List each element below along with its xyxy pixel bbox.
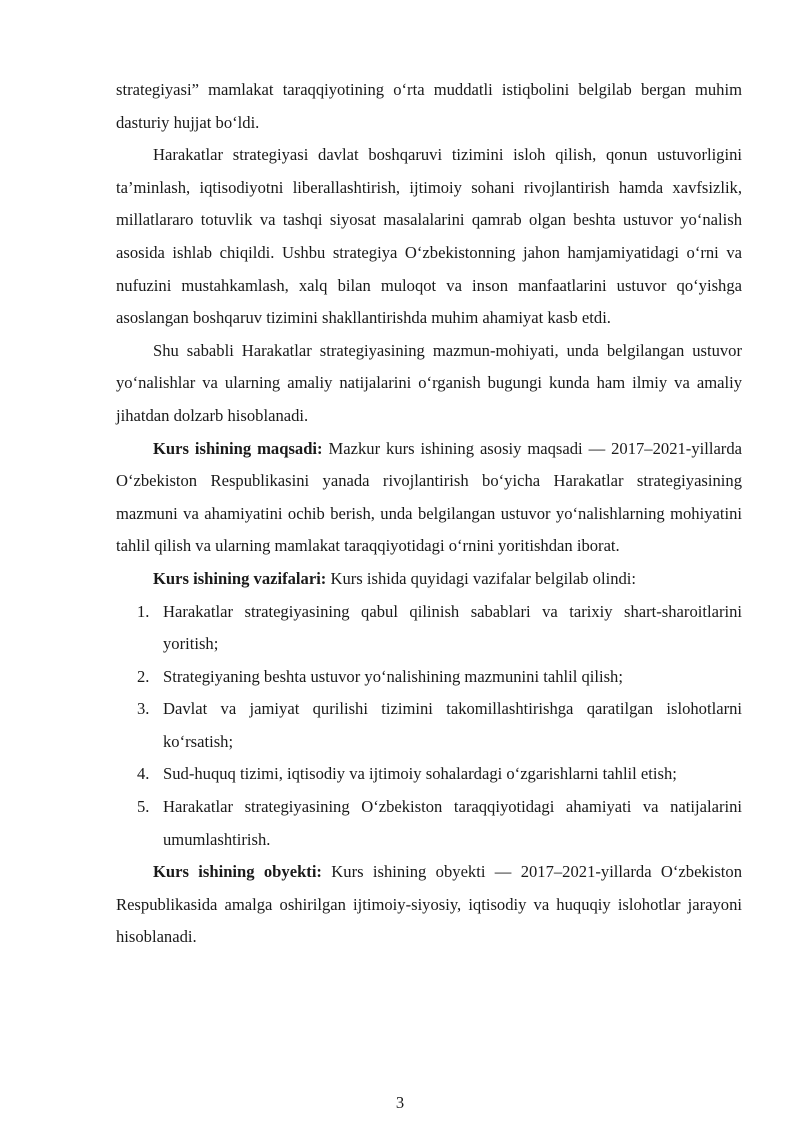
tasks-text: Kurs ishida quyidagi vazifalar belgilab olindi: xyxy=(326,568,637,588)
goal-text: Mazkur kurs ishining asosiy maqsadi — 2017–2021-yillarda O‘zbekiston Respublikasini yanada rivojlantirish bo‘yicha Harakatlar strategiyasining mazmuni va ahamiyatini ochib berish, unda belgilangan ustuvor yo‘nalishlarning mohiyatini tahlil qilish va ularning mamlakat taraqqiyotidagi o‘rnini yoritishdan iborat. xyxy=(116,438,742,556)
paragraph-tasks xyxy=(116,563,742,596)
list-item-number: 4. xyxy=(137,764,150,784)
list-item-number: 2. xyxy=(137,666,150,686)
paragraph-goal xyxy=(116,433,742,563)
page-number: 3 xyxy=(395,1093,405,1112)
paragraph-relevance: Shu sababli Harakatlar strategiyasining mazmun-mohiyati, unda belgilangan ustuvor yo‘nalishlar va ularning amaliy natijalarini o‘rganish bugungi kunda ham ilmiy va amaliy jihatdan dolzarb hisoblanadi. xyxy=(116,340,742,425)
list-item xyxy=(116,693,742,758)
list-item-number: 1. xyxy=(137,601,150,621)
tasks-label: Kurs ishining vazifalari: xyxy=(153,568,327,588)
list-item-text: Davlat va jamiyat qurilishi tizimini takomillashtirishga qaratilgan islohotlarni ko‘rsatish; xyxy=(163,699,742,751)
list-item-text: Harakatlar strategiyasining O‘zbekiston taraqqiyotidagi ahamiyati va natijalarini umumlashtirish. xyxy=(163,797,742,849)
list-item xyxy=(116,596,742,661)
list-item xyxy=(116,791,742,856)
list-item-text: Sud-huquq tizimi, iqtisodiy va ijtimoiy sohalardagi o‘zgarishlarni tahlil etish; xyxy=(163,764,677,784)
list-item-number: 3. xyxy=(137,699,150,719)
paragraph-strategy-description: Harakatlar strategiyasi davlat boshqaruvi tizimini isloh qilish, qonun ustuvorligini ta’minlash, iqtisodiyotni liberallashtirish, ijtimoiy sohani rivojlantirish hamda xavfsizlik, millatlararo totuvlik va tashqi siyosat masalalarini qamrab olgan beshta ustuvor yo‘nalish asosida ishlab chiqildi. Ushbu strategiya O‘zbekistonning jahon hamjamiyatidagi o‘rni va nufuzini mustahkamlash, xalq bilan muloqot va inson manfaatlarini ustuvor qo‘yishga asoslangan boshqaruv tizimini shakllantirishda muhim ahamiyat kasb etdi. xyxy=(116,145,742,328)
list-item xyxy=(116,661,742,694)
tasks-list xyxy=(116,596,742,857)
goal-label: Kurs ishining maqsadi: xyxy=(153,438,323,458)
paragraph-object xyxy=(116,856,742,954)
list-item-text: Harakatlar strategiyasining qabul qilinish sabablari va tarixiy shart-sharoitlarini yoritish; xyxy=(163,601,742,654)
document-page xyxy=(116,74,742,954)
list-item xyxy=(116,758,742,791)
paragraph-intro-continuation: strategiyasi” mamlakat taraqqiyotining o‘rta muddatli istiqbolini belgilab bergan muhim dasturiy hujjat bo‘ldi. xyxy=(116,80,742,132)
list-item-text: Strategiyaning beshta ustuvor yo‘nalishining mazmunini tahlil qilish; xyxy=(163,666,623,686)
object-label: Kurs ishining obyekti: xyxy=(153,862,322,882)
list-item-number: 5. xyxy=(137,797,150,817)
object-text: Kurs ishining obyekti — 2017–2021-yillarda O‘zbekiston Respublikasida amalga oshirilgan ijtimoiy-siyosiy, iqtisodiy va huquqiy islohotlar jarayoni hisoblanadi. xyxy=(116,862,743,947)
